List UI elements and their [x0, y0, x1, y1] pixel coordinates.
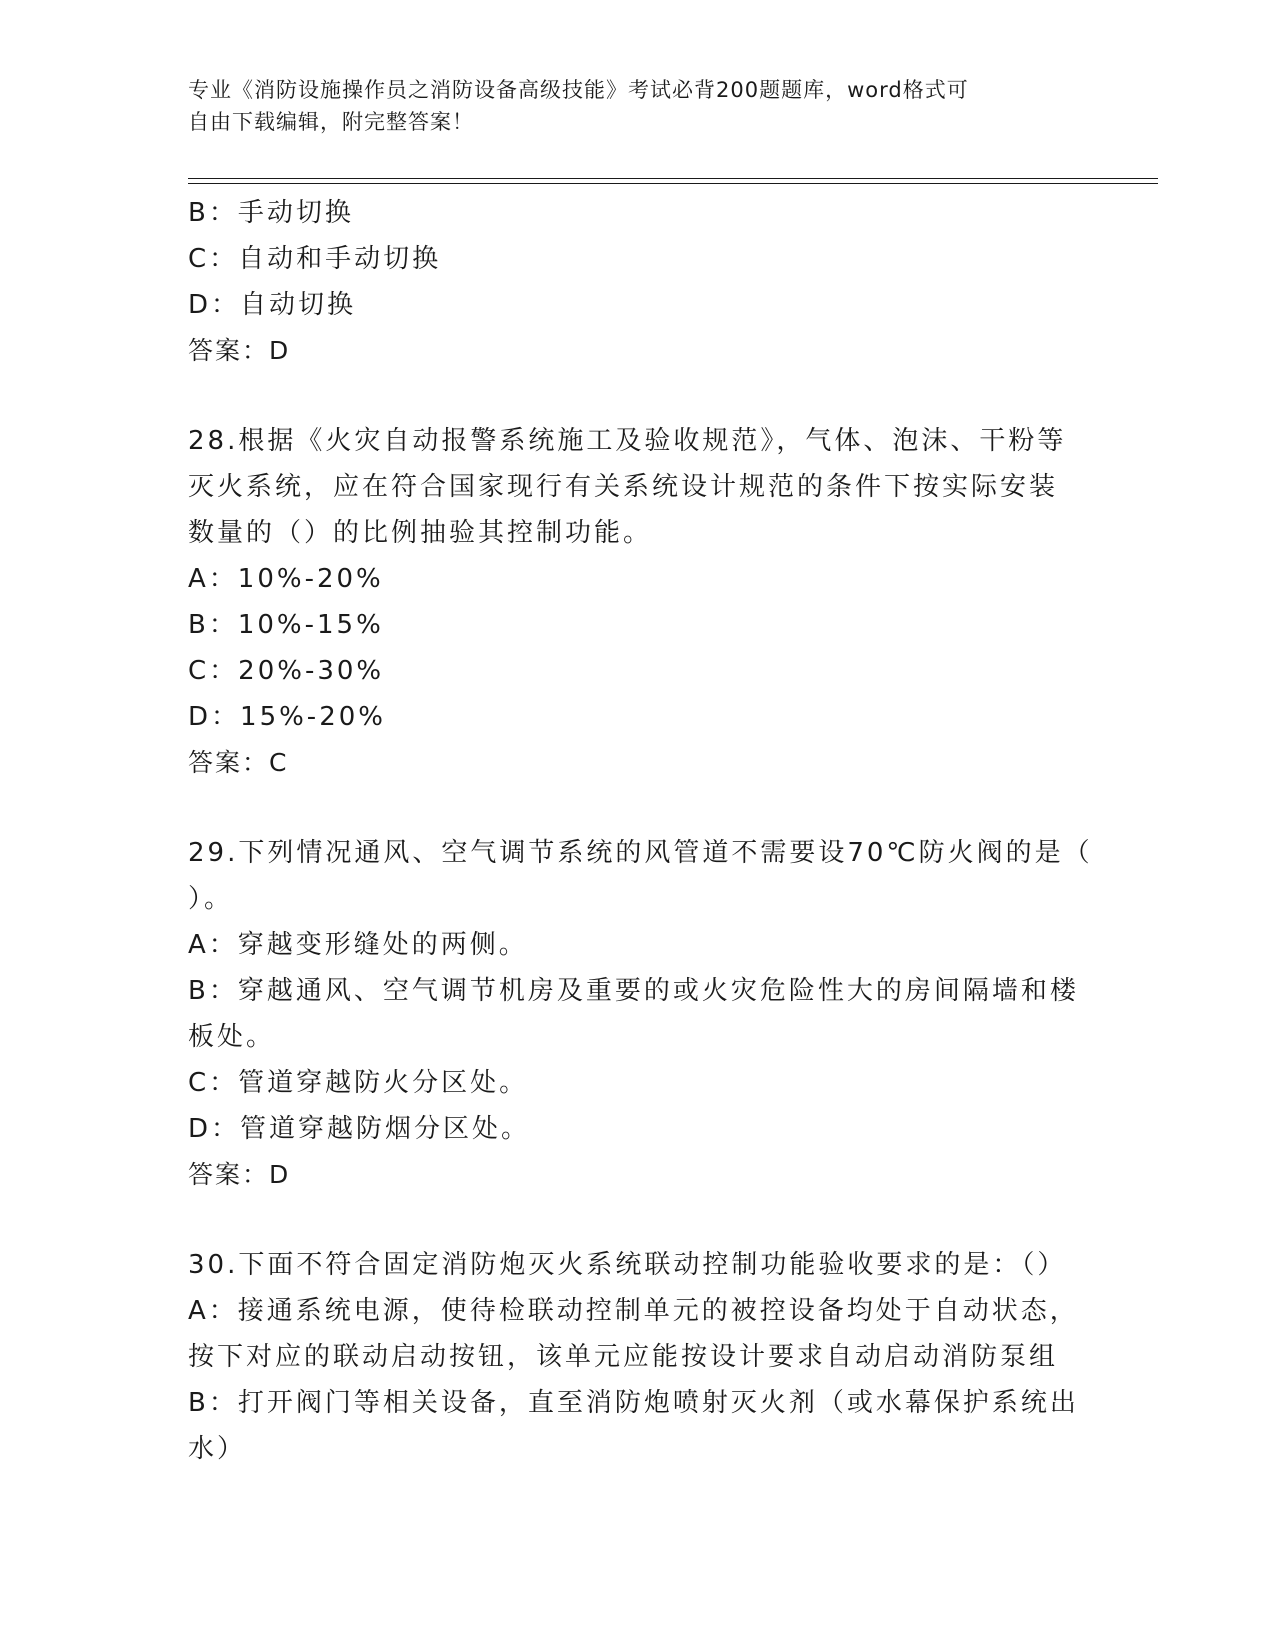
- question-28: [188, 418, 1088, 786]
- header-line-2: 自由下载编辑，附完整答案！: [188, 110, 474, 134]
- question-stem-line: 29.下列情况通风、空气调节系统的风管道不需要设70℃防火阀的是（: [188, 838, 1093, 868]
- question-stem-line: 灭火系统，应在符合国家现行有关系统设计规范的条件下按实际安装: [188, 472, 1059, 502]
- option-b-continued: 板处。: [188, 1022, 276, 1052]
- question-stem-line: 28.根据《火灾自动报警系统施工及验收规范》，气体、泡沫、干粉等: [188, 426, 1067, 456]
- header-divider-bottom: [188, 183, 1158, 184]
- document-header: [188, 74, 1068, 138]
- option-d: D：15%-20%: [188, 702, 386, 732]
- option-a-continued: 按下对应的联动启动按钮，该单元应能按设计要求自动启动消防泵组: [188, 1342, 1059, 1372]
- question-29: [188, 830, 1093, 1198]
- option-a: A：穿越变形缝处的两侧。: [188, 930, 528, 960]
- option-b: B：10%-15%: [188, 610, 384, 640]
- previous-question: [188, 190, 1088, 374]
- answer: 答案：C: [188, 748, 289, 777]
- question-content: [188, 190, 1093, 1472]
- option-d: D：管道穿越防烟分区处。: [188, 1114, 531, 1144]
- question-stem-line: 数量的（）的比例抽验其控制功能。: [188, 518, 653, 548]
- option-c: C：管道穿越防火分区处。: [188, 1068, 529, 1098]
- option-d: D：自动切换: [188, 290, 357, 320]
- header-divider-top: [188, 178, 1158, 179]
- question-stem-line: ）。: [188, 884, 234, 914]
- option-b-continued: 水）: [188, 1434, 247, 1464]
- option-b: B：打开阀门等相关设备，直至消防炮喷射灭火剂（或水幕保护系统出: [188, 1388, 1079, 1418]
- question-30: [188, 1242, 1088, 1472]
- option-a: A：10%-20%: [188, 564, 384, 594]
- header-line-1: 专业《消防设施操作员之消防设备高级技能》考试必背200题题库，word格式可: [188, 78, 969, 102]
- option-c: C：20%-30%: [188, 656, 385, 686]
- option-a: A：接通系统电源，使待检联动控制单元的被控设备均处于自动状态，: [188, 1296, 1079, 1326]
- answer: 答案：D: [188, 336, 291, 365]
- option-b: B：手动切换: [188, 198, 354, 228]
- option-b: B：穿越通风、空气调节机房及重要的或火灾危险性大的房间隔墙和楼: [188, 976, 1079, 1006]
- option-c: C：自动和手动切换: [188, 244, 442, 274]
- question-stem-line: 30.下面不符合固定消防炮灭火系统联动控制功能验收要求的是：（）: [188, 1250, 1067, 1280]
- answer: 答案：D: [188, 1160, 291, 1189]
